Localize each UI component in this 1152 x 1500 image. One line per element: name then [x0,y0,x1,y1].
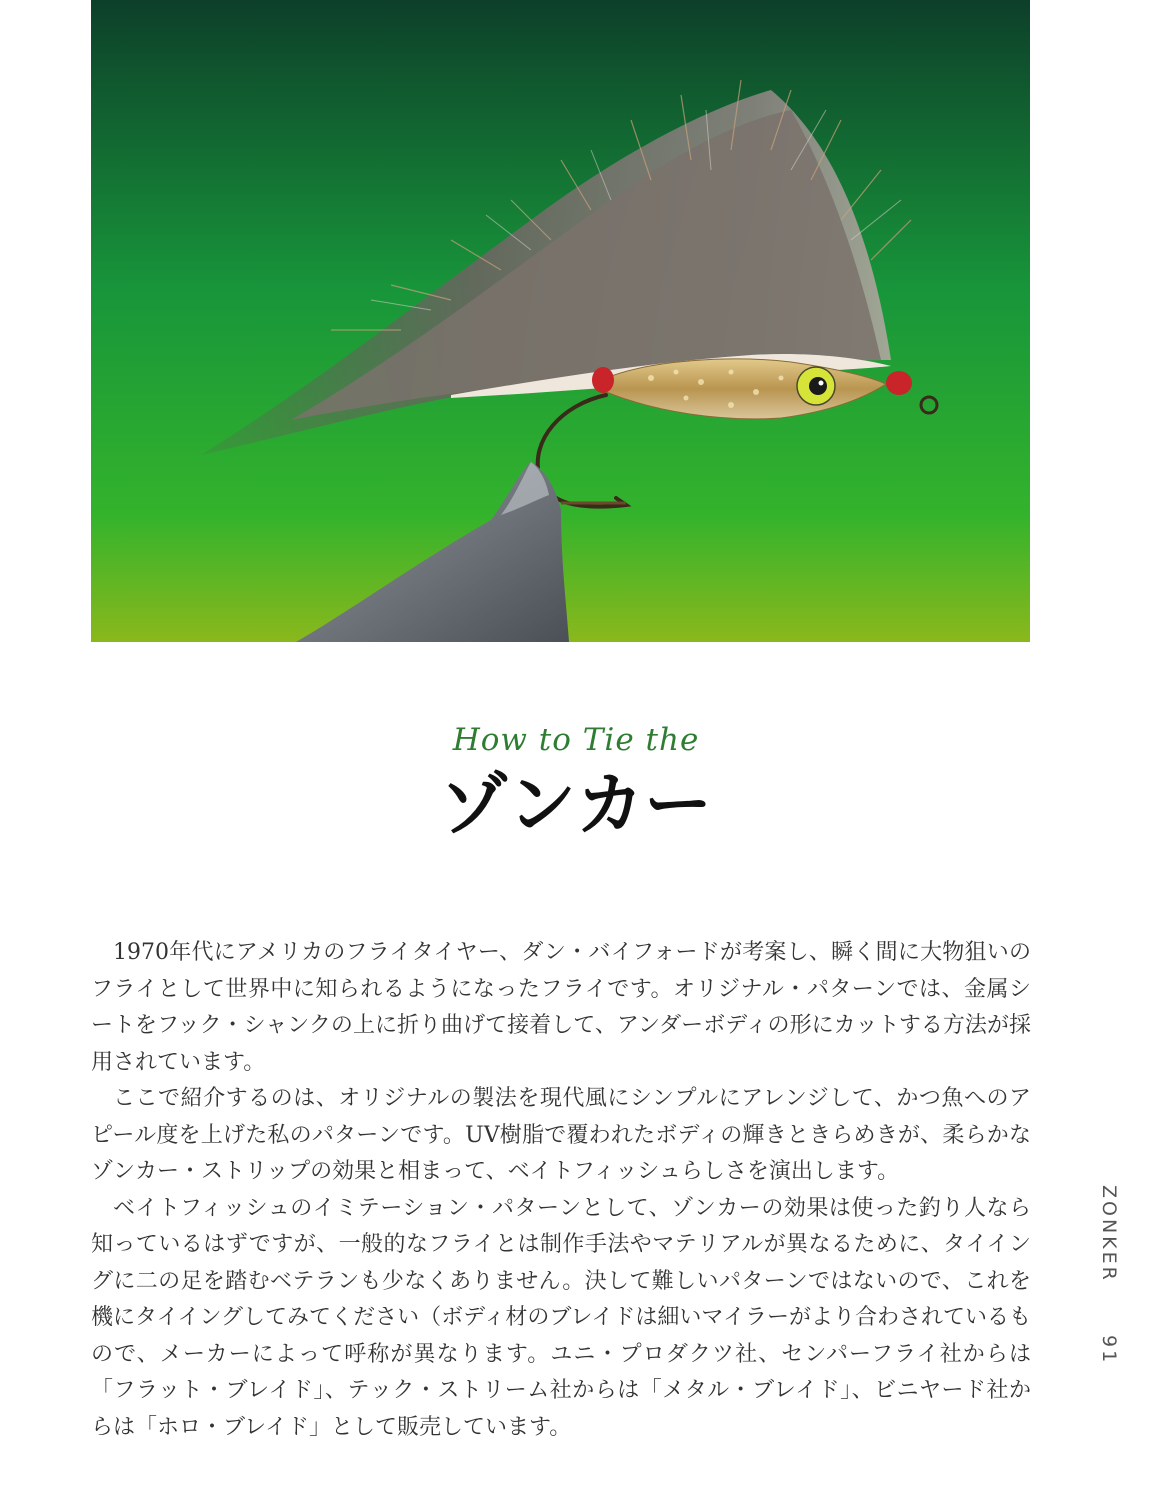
article-heading [0,720,1152,846]
body-paragraph: ここで紹介するのは、オリジナルの製法を現代風にシンプルにアレンジして、かつ魚へのアピール度を上げた私のパターンです。UV樹脂で覆われたボディの輝きときらめきが、柔らかなゾンカー・ストリップの効果と相まって、ベイトフィッシュらしさを演出します。 [91,1086,1031,1184]
page-sidebar [1098,1185,1138,1375]
body-paragraph: ベイトフィッシュのイミテーション・パターンとして、ゾンカーの効果は使った釣り人なら知っているはずですが、一般的なフライとは制作手法やマテリアルが異なるために、タイイングに二の足を踏むベテランも少なくありません。決して難しいパターンではないので、これを機にタイイングしてみてください（ボディ材のブレイドは細いマイラーがより合わされているもので、メーカーによって呼称が異なります。ユニ・プロダクツ社、センパーフライ社からは「フラット・ブレイド」、テック・ストリーム社からは「メタル・ブレイド」、ビニヤード社からは「ホロ・ブレイド」として販売しています。 [91,1195,1031,1440]
zonker-fly-illustration [91,0,1030,642]
section-label: ZONKER [1098,1185,1120,1283]
article-title: ゾンカー [439,766,712,845]
body-paragraph: 1970年代にアメリカのフライタイヤー、ダン・バイフォードが考案し、瞬く間に大物狙いのフライとして世界中に知られるようになったフライです。オリジナル・パターンでは、金属シートをフック・シャンクの上に折り曲げて接着して、アンダーボディの形にカットする方法が採用されています。 [91,940,1031,1075]
fly-photo [91,0,1030,642]
heading-kicker: How to Tie the [452,722,700,758]
page-number: 91 [1098,1335,1120,1366]
article-body [91,935,1031,1446]
